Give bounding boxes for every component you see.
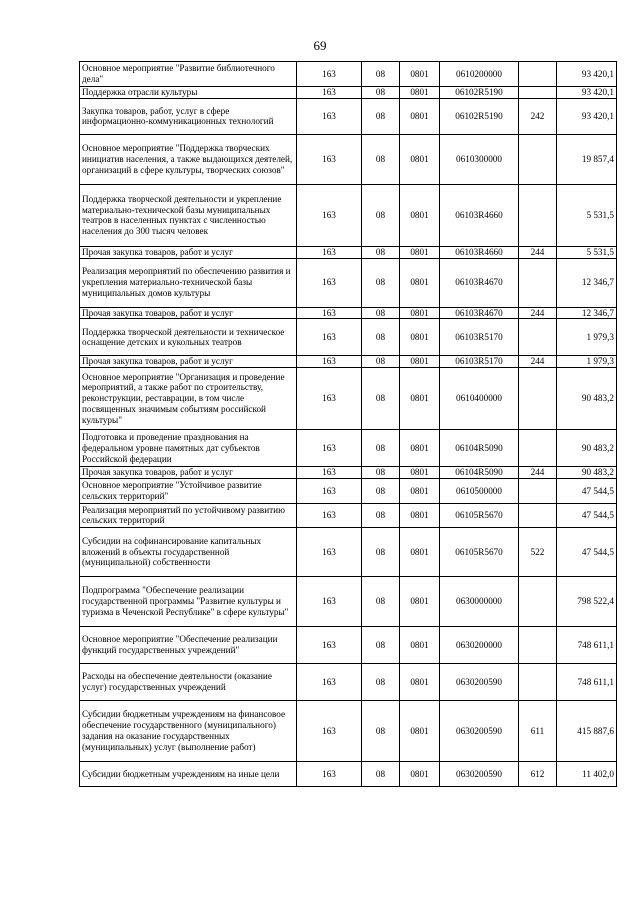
row-vr-cell: 611 xyxy=(519,700,557,761)
row-gr-cell: 163 xyxy=(297,319,362,356)
row-gr-cell: 163 xyxy=(297,258,362,307)
row-pr-cell: 0801 xyxy=(400,761,440,786)
table-row xyxy=(80,62,617,87)
row-pr-cell: 0801 xyxy=(400,258,440,307)
row-name-cell: Реализация мероприятий по обеспечению развития и укрепления материально-технической базы муниципальных домов культуры xyxy=(80,258,297,307)
row-csr-cell: 06104R5090 xyxy=(440,467,519,479)
row-sum-cell: 5 531,5 xyxy=(557,184,617,246)
row-vr-cell xyxy=(519,430,557,467)
row-name-cell: Подготовка и проведение празднования на федеральном уровне памятных дат субъектов Российской федерации xyxy=(80,430,297,467)
row-rz-cell: 08 xyxy=(362,626,400,663)
row-vr-cell xyxy=(519,663,557,700)
row-sum-cell: 1 979,3 xyxy=(557,319,617,356)
row-rz-cell: 08 xyxy=(362,527,400,576)
row-csr-cell: 06103R4660 xyxy=(440,184,519,246)
row-csr-cell: 06103R5170 xyxy=(440,356,519,368)
row-csr-cell: 0630200000 xyxy=(440,626,519,663)
row-sum-cell: 12 346,7 xyxy=(557,258,617,307)
row-pr-cell: 0801 xyxy=(400,467,440,479)
table-row xyxy=(80,576,617,626)
row-pr-cell: 0801 xyxy=(400,368,440,430)
row-csr-cell: 06102R5190 xyxy=(440,87,519,99)
row-name-cell: Основное мероприятие "Развитие библиотечного дела" xyxy=(80,62,297,87)
row-pr-cell: 0801 xyxy=(400,246,440,258)
row-gr-cell: 163 xyxy=(297,134,362,184)
table-row xyxy=(80,368,617,430)
table-row xyxy=(80,246,617,258)
row-name-cell: Расходы на обеспечение деятельности (оказание услуг) государственных учреждений xyxy=(80,663,297,700)
row-sum-cell: 748 611,1 xyxy=(557,626,617,663)
row-gr-cell: 163 xyxy=(297,503,362,527)
row-gr-cell: 163 xyxy=(297,246,362,258)
row-name-cell: Основное мероприятие "Поддержка творческих инициатив населения, а также выдающихся деятелей, организаций в сфере культуры, творческих союзов" xyxy=(80,134,297,184)
row-csr-cell: 0630200590 xyxy=(440,761,519,786)
row-sum-cell: 90 483,2 xyxy=(557,467,617,479)
table-row xyxy=(80,430,617,467)
row-vr-cell: 612 xyxy=(519,761,557,786)
row-gr-cell: 163 xyxy=(297,62,362,87)
row-rz-cell: 08 xyxy=(362,134,400,184)
row-name-cell: Поддержка творческой деятельности и укрепление материально-технической базы муниципальных театров в населенных пунктах с численностью населения до 300 тысяч человек xyxy=(80,184,297,246)
row-pr-cell: 0801 xyxy=(400,62,440,87)
row-vr-cell: 244 xyxy=(519,246,557,258)
row-sum-cell: 47 544,5 xyxy=(557,478,617,503)
table-row xyxy=(80,356,617,368)
row-csr-cell: 0630200590 xyxy=(440,700,519,761)
row-gr-cell: 163 xyxy=(297,576,362,626)
row-pr-cell: 0801 xyxy=(400,98,440,134)
row-sum-cell: 415 887,6 xyxy=(557,700,617,761)
row-gr-cell: 163 xyxy=(297,356,362,368)
row-gr-cell: 163 xyxy=(297,761,362,786)
row-gr-cell: 163 xyxy=(297,307,362,319)
table-row xyxy=(80,319,617,356)
row-csr-cell: 06103R5170 xyxy=(440,319,519,356)
row-sum-cell: 90 483,2 xyxy=(557,368,617,430)
row-vr-cell: 522 xyxy=(519,527,557,576)
row-rz-cell: 08 xyxy=(362,98,400,134)
row-sum-cell: 11 402,0 xyxy=(557,761,617,786)
row-sum-cell: 93 420,1 xyxy=(557,98,617,134)
row-csr-cell: 06102R5190 xyxy=(440,98,519,134)
row-rz-cell: 08 xyxy=(362,62,400,87)
row-csr-cell: 0630000000 xyxy=(440,576,519,626)
row-rz-cell: 08 xyxy=(362,184,400,246)
row-sum-cell: 19 857,4 xyxy=(557,134,617,184)
row-pr-cell: 0801 xyxy=(400,503,440,527)
row-csr-cell: 0610500000 xyxy=(440,478,519,503)
page-number: 69 xyxy=(313,38,327,53)
row-rz-cell: 08 xyxy=(362,319,400,356)
row-vr-cell xyxy=(519,134,557,184)
table-row xyxy=(80,307,617,319)
row-pr-cell: 0801 xyxy=(400,700,440,761)
row-vr-cell xyxy=(519,87,557,99)
row-vr-cell xyxy=(519,576,557,626)
row-gr-cell: 163 xyxy=(297,467,362,479)
row-rz-cell: 08 xyxy=(362,356,400,368)
row-name-cell: Основное мероприятие "Обеспечение реализации функций государственных учреждений" xyxy=(80,626,297,663)
row-pr-cell: 0801 xyxy=(400,663,440,700)
row-gr-cell: 163 xyxy=(297,626,362,663)
row-name-cell: Основное мероприятие "Устойчивое развитие сельских территорий" xyxy=(80,478,297,503)
row-pr-cell: 0801 xyxy=(400,87,440,99)
row-csr-cell: 06103R4670 xyxy=(440,307,519,319)
row-rz-cell: 08 xyxy=(362,761,400,786)
row-csr-cell: 0610200000 xyxy=(440,62,519,87)
row-sum-cell: 47 544,5 xyxy=(557,527,617,576)
table-row xyxy=(80,184,617,246)
row-name-cell: Прочая закупка товаров, работ и услуг xyxy=(80,356,297,368)
row-csr-cell: 06103R4670 xyxy=(440,258,519,307)
row-rz-cell: 08 xyxy=(362,307,400,319)
row-name-cell: Подпрограмма "Обеспечение реализации государственной программы "Развитие культуры и туризма в Чеченской Республике" в сфере культуры" xyxy=(80,576,297,626)
row-name-cell: Прочая закупка товаров, работ и услуг xyxy=(80,467,297,479)
row-gr-cell: 163 xyxy=(297,527,362,576)
row-csr-cell: 06105R5670 xyxy=(440,503,519,527)
row-pr-cell: 0801 xyxy=(400,319,440,356)
row-pr-cell: 0801 xyxy=(400,184,440,246)
row-vr-cell xyxy=(519,478,557,503)
row-gr-cell: 163 xyxy=(297,368,362,430)
row-gr-cell: 163 xyxy=(297,663,362,700)
table-row xyxy=(80,98,617,134)
row-rz-cell: 08 xyxy=(362,258,400,307)
row-rz-cell: 08 xyxy=(362,700,400,761)
row-name-cell: Закупка товаров, работ, услуг в сфере информационно-коммуникационных технологий xyxy=(80,98,297,134)
row-rz-cell: 08 xyxy=(362,430,400,467)
row-vr-cell xyxy=(519,503,557,527)
table-row xyxy=(80,134,617,184)
row-vr-cell xyxy=(519,626,557,663)
table-row xyxy=(80,478,617,503)
row-csr-cell: 06105R5670 xyxy=(440,527,519,576)
row-rz-cell: 08 xyxy=(362,503,400,527)
table-row xyxy=(80,761,617,786)
table-row xyxy=(80,87,617,99)
row-vr-cell xyxy=(519,258,557,307)
row-gr-cell: 163 xyxy=(297,478,362,503)
table-row xyxy=(80,663,617,700)
table-row xyxy=(80,503,617,527)
row-name-cell: Прочая закупка товаров, работ и услуг xyxy=(80,246,297,258)
row-vr-cell xyxy=(519,184,557,246)
row-gr-cell: 163 xyxy=(297,184,362,246)
row-vr-cell xyxy=(519,368,557,430)
row-name-cell: Субсидии бюджетным учреждениям на иные цели xyxy=(80,761,297,786)
row-name-cell: Субсидии бюджетным учреждениям на финансовое обеспечение государственного (муниципального) задания на оказание государственных (муниципальных) услуг (выполнение работ) xyxy=(80,700,297,761)
row-pr-cell: 0801 xyxy=(400,307,440,319)
row-gr-cell: 163 xyxy=(297,700,362,761)
row-csr-cell: 0630200590 xyxy=(440,663,519,700)
row-sum-cell: 90 483,2 xyxy=(557,430,617,467)
row-vr-cell: 244 xyxy=(519,356,557,368)
row-csr-cell: 0610400000 xyxy=(440,368,519,430)
row-sum-cell: 47 544,5 xyxy=(557,503,617,527)
row-name-cell: Реализация мероприятий по устойчивому развитию сельских территорий xyxy=(80,503,297,527)
row-vr-cell: 242 xyxy=(519,98,557,134)
row-rz-cell: 08 xyxy=(362,87,400,99)
row-name-cell: Субсидии на софинансирование капитальных вложений в объекты государственной (муниципальной) собственности xyxy=(80,527,297,576)
row-vr-cell xyxy=(519,319,557,356)
row-rz-cell: 08 xyxy=(362,246,400,258)
row-name-cell: Прочая закупка товаров, работ и услуг xyxy=(80,307,297,319)
row-pr-cell: 0801 xyxy=(400,134,440,184)
table-row xyxy=(80,626,617,663)
row-sum-cell: 5 531,5 xyxy=(557,246,617,258)
row-csr-cell: 0610300000 xyxy=(440,134,519,184)
row-vr-cell xyxy=(519,62,557,87)
row-sum-cell: 748 611,1 xyxy=(557,663,617,700)
row-name-cell: Поддержка отрасли культуры xyxy=(80,87,297,99)
row-csr-cell: 06103R4660 xyxy=(440,246,519,258)
table-row xyxy=(80,527,617,576)
row-rz-cell: 08 xyxy=(362,478,400,503)
row-vr-cell: 244 xyxy=(519,307,557,319)
row-sum-cell: 798 522,4 xyxy=(557,576,617,626)
row-sum-cell: 93 420,1 xyxy=(557,62,617,87)
row-rz-cell: 08 xyxy=(362,663,400,700)
table-body xyxy=(80,62,617,787)
row-pr-cell: 0801 xyxy=(400,527,440,576)
row-gr-cell: 163 xyxy=(297,87,362,99)
row-csr-cell: 06104R5090 xyxy=(440,430,519,467)
row-pr-cell: 0801 xyxy=(400,478,440,503)
row-rz-cell: 08 xyxy=(362,576,400,626)
budget-table xyxy=(79,61,617,787)
row-pr-cell: 0801 xyxy=(400,626,440,663)
row-gr-cell: 163 xyxy=(297,98,362,134)
table-row xyxy=(80,700,617,761)
row-rz-cell: 08 xyxy=(362,368,400,430)
table-row xyxy=(80,258,617,307)
row-sum-cell: 12 346,7 xyxy=(557,307,617,319)
row-pr-cell: 0801 xyxy=(400,430,440,467)
row-name-cell: Поддержка творческой деятельности и техническое оснащение детских и кукольных театров xyxy=(80,319,297,356)
row-sum-cell: 93 420,1 xyxy=(557,87,617,99)
row-vr-cell: 244 xyxy=(519,467,557,479)
table-row xyxy=(80,467,617,479)
row-name-cell: Основное мероприятие "Организация и проведение мероприятий, а также работ по строительству, реконструкции, реставрации, в том числе посвященных значимым событиям российской культуры" xyxy=(80,368,297,430)
row-rz-cell: 08 xyxy=(362,467,400,479)
row-pr-cell: 0801 xyxy=(400,576,440,626)
row-pr-cell: 0801 xyxy=(400,356,440,368)
row-gr-cell: 163 xyxy=(297,430,362,467)
row-sum-cell: 1 979,3 xyxy=(557,356,617,368)
